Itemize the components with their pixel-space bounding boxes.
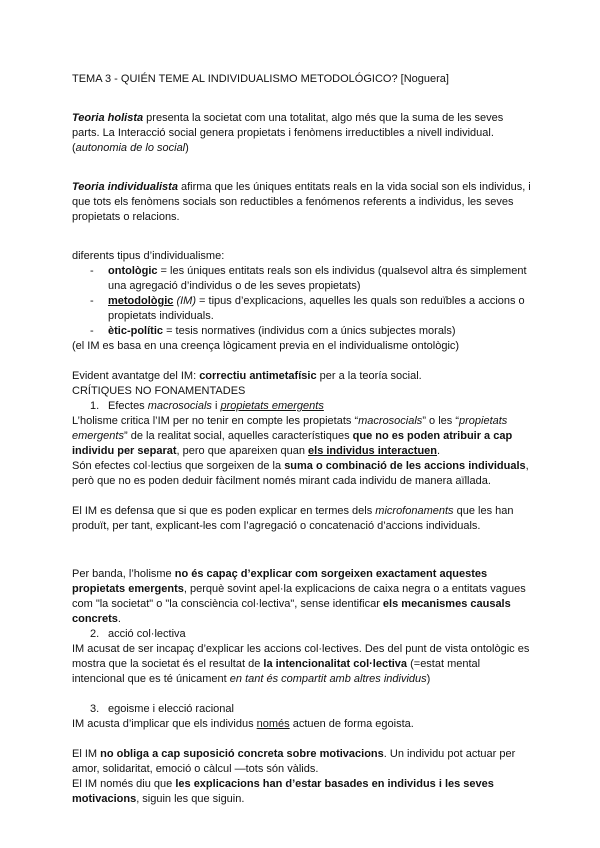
p4-b: , perquè sovint apel·la explicacions de caixa negra o a entitats vagues com "la societat" o "la consciència col·lectiva", sense identificar bbox=[72, 583, 526, 610]
dash-bullet: - bbox=[90, 325, 94, 337]
holista-text: presenta la societat com una totalitat, algo més que la suma de les seves parts. La Interacció social genera propietats i fenòmens irreductibles a nivell individual. bbox=[72, 112, 504, 139]
list-item bbox=[72, 264, 532, 294]
h1-mid: i bbox=[211, 400, 221, 412]
critique-1-paragraph-2 bbox=[72, 459, 532, 489]
p5-b: (=estat mental intencional que es té únicament bbox=[72, 658, 481, 685]
critique-2-paragraph bbox=[72, 642, 532, 687]
p3-b: que les han produït, per tant, explicant-les com l’agregació o concatenació d’accions individuals. bbox=[72, 505, 514, 532]
p8-b: , siguin les que siguin. bbox=[136, 793, 245, 805]
list-item bbox=[72, 324, 532, 339]
metodologic-text: = tipus d’explicacions, aquelles les quals son reduïbles a accions o propietats individuals. bbox=[108, 295, 525, 322]
p6-b: actuen de forma egoista. bbox=[289, 718, 414, 730]
p2-a: Són efectes col·lectius que sorgeixen de la bbox=[72, 460, 285, 472]
p7-b: . Un individu pot actuar per amor, solidaritat, emoció o càlcul —tots són vàlids. bbox=[72, 748, 516, 775]
p8-bold: les explicacions han d’estar basades en individus i les seves motivacions bbox=[72, 778, 494, 805]
critique-3-paragraph-1 bbox=[72, 717, 532, 732]
p6-u: només bbox=[256, 718, 290, 730]
p1-i1: macrosocials bbox=[358, 415, 423, 427]
critique-1-paragraph-3 bbox=[72, 504, 532, 534]
p5-bold: la intencionalitat col·lectiva bbox=[263, 658, 408, 670]
critique-2-heading bbox=[72, 627, 532, 642]
critique-3-heading bbox=[72, 702, 532, 717]
metodologic-term: metodològic bbox=[108, 295, 174, 307]
metodologic-abbr: (IM) bbox=[173, 295, 196, 307]
dash-bullet: - bbox=[90, 295, 94, 307]
holista-paren-close: ) bbox=[185, 142, 189, 154]
p1-c: ” de la realitat social, aquelles característiques bbox=[123, 430, 353, 442]
etic-politic-text: = tesis normatives (individus com a únics subjectes morals) bbox=[163, 325, 456, 337]
dash-bullet: - bbox=[90, 265, 94, 277]
p6-a: IM acusta d’implicar que els individus bbox=[72, 718, 257, 730]
p5-i: en tant és compartit amb altres individus bbox=[229, 673, 427, 685]
p7-a: El IM bbox=[72, 748, 101, 760]
p4-bold1: no és capaç d’explicar com sorgeixen exactament aquestes propietats emergents bbox=[72, 568, 488, 595]
individualista-term: Teoria individualista bbox=[72, 181, 178, 193]
holista-paren-open: ( bbox=[72, 142, 76, 154]
h1-pre: Efectes bbox=[108, 400, 148, 412]
number-marker: 1. bbox=[90, 400, 100, 412]
number-marker: 2. bbox=[90, 628, 100, 640]
p2-b: , però que no es poden deduir fàcilment només mirant cada individu de manera aïllada. bbox=[72, 460, 529, 487]
ontologic-term: ontològic bbox=[108, 265, 158, 277]
critique-1-heading bbox=[72, 399, 532, 414]
critiques-heading: CRÍTIQUES NO FONAMENTADES bbox=[72, 385, 246, 397]
holista-paragraph bbox=[72, 111, 532, 156]
p3-a: El IM es defensa que si que es poden explicar en termes dels bbox=[72, 505, 376, 517]
h1-propietats-emergents: propietats emergents bbox=[220, 400, 324, 412]
evident-pre: Evident avantatge del IM: bbox=[72, 370, 200, 382]
list-item bbox=[72, 294, 532, 324]
p4-c: . bbox=[117, 613, 121, 625]
document-page bbox=[72, 72, 532, 807]
p4-bold2: els mecanismes causals concrets bbox=[72, 598, 511, 625]
tipus-note: (el IM es basa en una creença lògicament previa en el individualisme ontològic) bbox=[72, 340, 460, 352]
p8-a: El IM només diu que bbox=[72, 778, 176, 790]
evident-post: per a la teoría social. bbox=[316, 370, 422, 382]
h1-macrosocials: macrosocials bbox=[147, 400, 212, 412]
holista-note: autonomia de lo social bbox=[75, 142, 186, 154]
document-title: TEMA 3 - QUIÉN TEME AL INDIVIDUALISMO METODOLÓGICO? [Noguera] bbox=[72, 73, 449, 85]
critique-3-paragraph-2 bbox=[72, 747, 532, 777]
p1-bold1: que no es poden atribuir a cap individu per separat bbox=[72, 430, 513, 457]
p5-a: IM acusat de ser incapaç d’explicar les accions col·lectives. Des del punt de vista ontològic es mostra que la societat és el resultat de bbox=[72, 643, 530, 670]
p1-b: ” o les “ bbox=[422, 415, 459, 427]
h3-text: egoisme i elecció racional bbox=[108, 703, 234, 715]
p1-boldu: els individus interactuen bbox=[308, 445, 438, 457]
p5-c: ) bbox=[426, 673, 431, 685]
evident-paragraph bbox=[72, 369, 532, 384]
p7-bold: no obliga a cap suposició concreta sobre motivacions bbox=[100, 748, 384, 760]
etic-politic-term: ètic-polític bbox=[108, 325, 164, 337]
p4-a: Per banda, l’holisme bbox=[72, 568, 175, 580]
p1-d: , pero que apareixen quan bbox=[176, 445, 309, 457]
p2-bold: suma o combinació de les accions individuals bbox=[284, 460, 526, 472]
ontologic-text: = les úniques entitats reals son els individus (qualsevol altra és simplement una agregació d’individus o de les seves propietats) bbox=[108, 265, 527, 292]
critique-3-paragraph-3 bbox=[72, 777, 532, 807]
tipus-intro: diferents tipus d’individualisme: bbox=[72, 250, 225, 262]
p1-a: L’holisme critica l’IM per no tenir en compte les propietats “ bbox=[72, 415, 359, 427]
individualista-paragraph bbox=[72, 180, 532, 225]
critique-1-paragraph-1 bbox=[72, 414, 532, 459]
critique-1-paragraph-4 bbox=[72, 567, 532, 627]
p1-i2: propietats emergents bbox=[72, 415, 508, 442]
p1-e: . bbox=[437, 445, 441, 457]
h2-text: acció col·lectiva bbox=[108, 628, 186, 640]
p3-i: microfonaments bbox=[375, 505, 454, 517]
tipus-list bbox=[72, 264, 532, 339]
number-marker: 3. bbox=[90, 703, 100, 715]
holista-term: Teoria holista bbox=[72, 112, 144, 124]
evident-bold: correctiu antimetafísic bbox=[199, 370, 317, 382]
individualista-text: afirma que les úniques entitats reals en la vida social son els individus, i que tots els fenòmens socials son reductibles a fenómenos referents a individus, les seves propietats o relacions. bbox=[72, 181, 531, 223]
